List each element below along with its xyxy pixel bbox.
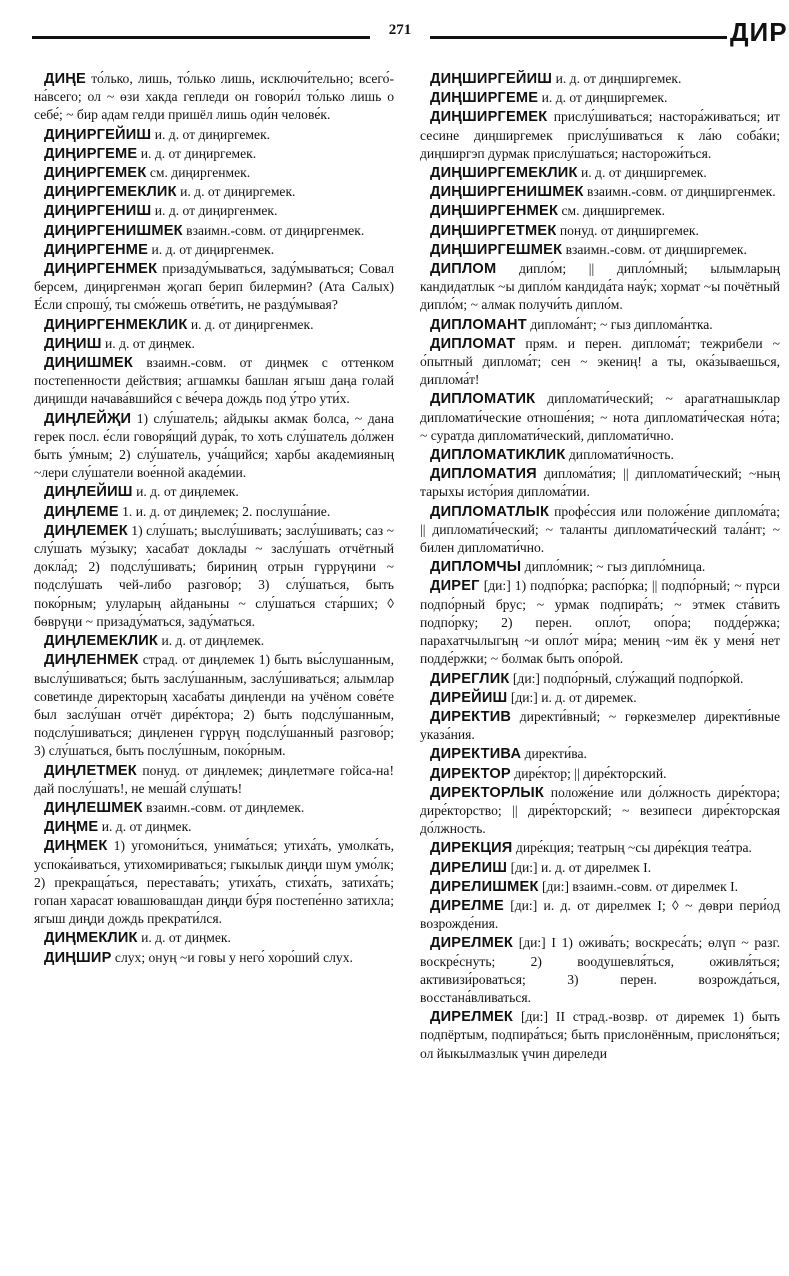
entry-headword: ДИРЕЙИШ bbox=[430, 689, 508, 706]
dictionary-entry bbox=[34, 241, 394, 259]
entry-headword: ДИҢИРГЕЙИШ bbox=[44, 126, 152, 143]
entry-headword: ДИРЕЛМЕ bbox=[430, 897, 504, 914]
dictionary-entry bbox=[420, 503, 780, 558]
entry-headword: ДИҢШИРГЕМЕ bbox=[430, 90, 539, 107]
entry-headword: ДИҢЛЕТМЕК bbox=[44, 762, 137, 779]
entry-headword: ДИҢШИР bbox=[44, 949, 112, 966]
entry-definition: профе́ссия или положе́ние диплома́та; || дипломати́ческий; ~ таланты дипломати́ческий тала́нт; ~ билен дипломати́чно. bbox=[420, 503, 780, 556]
entry-definition: дире́кция; театрың ~сы дире́кция теа́тра. bbox=[515, 840, 752, 856]
entry-headword: ДИПЛОМАНТ bbox=[430, 316, 527, 333]
dictionary-entry bbox=[420, 202, 780, 220]
dictionary-entry bbox=[420, 70, 780, 88]
entry-definition: [ди:] и. д. от дирелмек I; ◊ ~ дөври пери́од возрожде́ния. bbox=[420, 897, 780, 932]
entry-headword: ДИҢЛЕЙИШ bbox=[44, 484, 133, 501]
entry-definition: дипломати́чность. bbox=[568, 447, 674, 463]
entry-headword: ДИҢШИРГЕМЕКЛИК bbox=[430, 165, 578, 182]
entry-headword: ДИРЕКТИВА bbox=[430, 746, 522, 763]
entry-definition: дипло́мник; ~ гыз дипло́мница. bbox=[524, 559, 706, 575]
entry-definition: дире́ктор; || дире́кторский. bbox=[514, 765, 667, 781]
dictionary-entry bbox=[34, 183, 394, 201]
dictionary-entry bbox=[420, 164, 780, 182]
entry-definition: [ди:] взаимн.-совм. от дирелмек I. bbox=[541, 878, 739, 894]
entry-headword: ДИҢИРГЕНИШМЕК bbox=[44, 222, 183, 239]
dictionary-entry bbox=[34, 410, 394, 483]
entry-definition: диплома́тия; || дипломати́ческий; ~ның тарыхы исто́рия диплома́тии. bbox=[420, 466, 780, 500]
entry-definition: дипломати́ческий; ~ арагатнашыклар дипломати́ческие отноше́ния; ~ нота дипломати́ческая но́та; ~ суратда дипломати́ческий, дипломати́чно. bbox=[420, 391, 780, 443]
entry-definition: [ди:] II страд.-возвр. от диремек 1) быть подпёртым, подпира́ться; быть прислонённым, прислоня́ться; ол йыкылмазлык үчин диреледи bbox=[420, 1009, 780, 1061]
entry-definition: директи́вный; ~ гөркезмелер директи́вные указа́ния. bbox=[420, 708, 780, 743]
dictionary-entry bbox=[34, 70, 394, 125]
dictionary-entry bbox=[34, 632, 394, 650]
dictionary-entry bbox=[34, 260, 394, 315]
entry-headword: ДИҢЛЕМЕК bbox=[44, 522, 128, 539]
entry-headword: ДИРЕЛИШМЕК bbox=[430, 878, 539, 895]
dictionary-entry bbox=[420, 878, 780, 896]
entry-definition: и. д. от диңиргенмек. bbox=[151, 241, 275, 257]
entry-definition: см. диңширгемек. bbox=[561, 203, 665, 219]
entry-headword: ДИРЕКЦИЯ bbox=[430, 840, 513, 857]
entry-definition: взаимн.-совм. от диңмек с оттенком постепенности действия; агшамкы башлан ягыш даңа голай диңишди начава́вшийся с ве́чера дождь под у́тро ути́х. bbox=[34, 355, 394, 407]
entry-definition: и. д. от диңмек. bbox=[101, 819, 192, 835]
entry-definition: и. д. от диңширгемек. bbox=[580, 165, 707, 181]
dictionary-entry bbox=[420, 765, 780, 783]
right-column bbox=[420, 70, 780, 1270]
entry-headword: ДИҢИРГЕНМЕК bbox=[44, 261, 158, 278]
entry-definition: и. д. от диңиргенмек. bbox=[154, 203, 278, 219]
entry-definition: и. д. от диңлемек. bbox=[161, 633, 265, 649]
entry-definition: 1) угомони́ться, унима́ться; утиха́ть, умолка́ть, успока́иваться, утихомириваться; гыкылык диңди шум умо́лк; 2) прекраща́ться, перестава́ть; утиха́ть, стиха́ть, затиха́ть; гопан харасат ювашювашдан диңди бу́ря постепе́нно затихла; ягыш диңди дождь прекрати́лся. bbox=[34, 838, 394, 927]
entry-definition: взаимн.-совм. от диңиргенмек. bbox=[186, 222, 365, 238]
entry-headword: ДИҢИРГЕНМЕ bbox=[44, 241, 149, 258]
dictionary-entry bbox=[420, 260, 780, 315]
dictionary-entry bbox=[420, 745, 780, 763]
entry-definition: и. д. от диңширгемек. bbox=[541, 90, 668, 106]
header-rule-left bbox=[32, 36, 370, 39]
entry-headword: ДИҢМЕКЛИК bbox=[44, 930, 138, 947]
entry-definition: и. д. от диңширгемек. bbox=[555, 71, 682, 86]
dictionary-entry bbox=[420, 784, 780, 839]
entry-headword: ДИҢИШ bbox=[44, 335, 102, 352]
header-rule-right bbox=[430, 36, 727, 39]
entry-headword: ДИҢИРГЕМЕ bbox=[44, 145, 138, 162]
dictionary-entry bbox=[34, 335, 394, 353]
entry-definition: прислу́шиваться; настора́живаться; ит сесине диңширгемек прислу́шиваться к ла́ю соба́ки; диңширгэп дурмак прислу́шаться; насторожи́ться. bbox=[420, 109, 780, 161]
entry-headword: ДИҢИРГЕНИШ bbox=[44, 203, 152, 220]
dictionary-entry bbox=[34, 164, 394, 182]
dictionary-entry bbox=[34, 651, 394, 760]
dictionary-entry bbox=[34, 762, 394, 798]
entry-definition: взаимн.-совм. от диңширгемек. bbox=[565, 241, 747, 257]
entry-definition: прям. и перен. диплома́т; тежрибели ~ о́пытный диплома́т; сен ~ экениң! а ты, ока́зываешься, диплома́т! bbox=[420, 335, 780, 388]
entry-headword: ДИРЕГЛИК bbox=[430, 670, 510, 687]
entry-definition: [ди:] 1) подпо́рка; распо́рка; || подпо́рный; ~ пүрси подпо́рный брус; ~ урмак подпира́ть; ~ этмек ста́вить подпо́рку; 2) перен. опло́т, опо́ра; подде́ржка; парахатчылыгың ~и опло́т ми́ра; мениң ~им ёк у меня́ нет подде́ржки; ~ болмак быть опо́рой. bbox=[420, 578, 780, 667]
entry-definition: призаду́мываться, заду́мываться; Совал берсем, диңиргенмән җогап берип билермин? (Ата Салых) Е́сли спрошу́, ты смо́жешь отве́тить, не разду́мывая? bbox=[34, 261, 394, 313]
dictionary-entry bbox=[420, 689, 780, 707]
entry-headword: ДИПЛОМАТИЯ bbox=[430, 466, 537, 483]
entry-definition: 1. и. д. от диңлемек; 2. послуша́ние. bbox=[122, 503, 331, 519]
dictionary-entry bbox=[34, 145, 394, 163]
entry-definition: понуд. от диңширгемек. bbox=[559, 222, 699, 238]
entry-headword: ДИҢМЕК bbox=[44, 838, 108, 855]
dictionary-entry bbox=[420, 859, 780, 877]
entry-definition: [ди:] и. д. от диремек. bbox=[510, 689, 637, 705]
dictionary-entry bbox=[34, 222, 394, 240]
entry-headword: ДИҢШИРГЕШМЕК bbox=[430, 241, 563, 258]
dictionary-entry bbox=[34, 202, 394, 220]
entry-headword: ДИПЛОМЧЫ bbox=[430, 559, 522, 576]
entry-definition: см. диңиргенмек. bbox=[149, 165, 251, 181]
dictionary-entry bbox=[420, 577, 780, 668]
entry-definition: страд. от диңлемек 1) быть вы́слушанным, выслу́шиваться; быть заслу́шанным, заслу́шиваться; алымлар советинде директорың хасабаты диңленди на учёном сове́те был заслу́шан отчёт дире́ктора; 2) быть подслу́шанным, подслу́шиваться; диңленен гүррүң подслу́шанный разгово́р; 3) слу́шаться, быть послу́шным, поко́рным. bbox=[34, 652, 394, 759]
entry-headword: ДИРЕЛИШ bbox=[430, 859, 508, 876]
entry-definition: и. д. от диңмек. bbox=[105, 335, 195, 351]
entry-headword: ДИРЕЛМЕК bbox=[430, 1009, 513, 1026]
entry-definition: и. д. от диңмек. bbox=[141, 930, 231, 946]
entry-headword: ДИҢЛЕЙҖИ bbox=[44, 410, 132, 427]
entry-headword: ДИҢИРГЕНМЕКЛИК bbox=[44, 316, 188, 333]
entry-headword: ДИҢШИРГЕЙИШ bbox=[430, 71, 553, 87]
dictionary-entry bbox=[420, 108, 780, 163]
dictionary-entry bbox=[420, 222, 780, 240]
entry-definition: взаимн.-совм. от диңширгенмек. bbox=[587, 184, 776, 200]
dictionary-entry bbox=[420, 390, 780, 445]
dictionary-entry bbox=[420, 708, 780, 744]
dictionary-entry bbox=[420, 934, 780, 1007]
entry-definition: положе́ние или до́лжность дире́ктора; дире́кторство; || дире́кторский; ~ везипеси дире́кторская до́лжность. bbox=[420, 784, 780, 837]
dictionary-entry bbox=[34, 483, 394, 501]
entry-headword: ДИҢЛЕМЕКЛИК bbox=[44, 633, 159, 650]
dictionary-entry bbox=[420, 241, 780, 259]
entry-definition: [ди:] подпо́рный, слу́жащий подпо́ркой. bbox=[512, 670, 744, 686]
dictionary-entry bbox=[420, 183, 780, 201]
entry-headword: ДИҢШИРГЕНИШМЕК bbox=[430, 184, 584, 201]
page-header bbox=[0, 14, 789, 48]
entry-headword: ДИҢШИРГЕТМЕК bbox=[430, 222, 557, 239]
dictionary-entry bbox=[420, 670, 780, 688]
dictionary-entry bbox=[34, 929, 394, 947]
entry-definition: дипло́м; || дипло́мный; ылымларың кандидатлык ~ы дипло́м кандида́та нау́к; хормат ~ы почётный дипло́м; ~ алмак получи́ть дипло́м. bbox=[420, 261, 780, 313]
dictionary-entry bbox=[420, 89, 780, 107]
entry-definition: и. д. от диңиргемек. bbox=[154, 126, 271, 142]
entry-headword: ДИПЛОМАТЛЫК bbox=[430, 503, 550, 520]
entry-headword: ДИПЛОМАТИК bbox=[430, 391, 536, 408]
dictionary-entry bbox=[34, 126, 394, 144]
entry-headword: ДИҢИШМЕК bbox=[44, 355, 133, 372]
dictionary-entry bbox=[34, 522, 394, 631]
entry-headword: ДИҢШИРГЕМЕК bbox=[430, 109, 548, 126]
entry-headword: ДИРЕЛМЕК bbox=[430, 935, 513, 952]
entry-headword: ДИҢЛЕМЕ bbox=[44, 503, 119, 520]
page-number: 271 bbox=[388, 22, 412, 38]
entry-headword: ДИПЛОМАТИКЛИК bbox=[430, 447, 566, 464]
entry-headword: ДИПЛОМ bbox=[430, 261, 497, 278]
dictionary-entry bbox=[34, 818, 394, 836]
entry-definition: слух; онуң ~и говы у него́ хоро́ший слух. bbox=[114, 949, 353, 965]
entry-definition: и. д. от диңиргемек. bbox=[140, 145, 257, 161]
running-head: ДИР bbox=[730, 17, 788, 47]
dictionary-entry bbox=[34, 949, 394, 967]
entry-definition: диплома́нт; ~ гыз диплома́нтка. bbox=[530, 316, 713, 332]
entry-definition: взаимн.-совм. от диңлемек. bbox=[146, 799, 305, 815]
entry-headword: ДИПЛОМАТ bbox=[430, 335, 516, 352]
entry-definition: [ди:] и. д. от дирелмек I. bbox=[510, 859, 652, 875]
dictionary-entry bbox=[420, 316, 780, 334]
dictionary-entry bbox=[34, 354, 394, 409]
dictionary-entry bbox=[34, 837, 394, 928]
dictionary-entry bbox=[420, 839, 780, 857]
entry-headword: ДИҢИРГЕМЕКЛИК bbox=[44, 184, 177, 201]
entry-headword: ДИҢЛЕШМЕК bbox=[44, 799, 143, 816]
dictionary-entry bbox=[34, 503, 394, 521]
dictionary-entry bbox=[34, 316, 394, 334]
entry-headword: ДИРЕКТОРЛЫК bbox=[430, 784, 544, 801]
entry-definition: то́лько, лишь, то́лько лишь, исключи́тельно; всего́-на́всего; ол ~ өзи хакда гепледи он говори́л то́лько лишь о себе́; ~ бир адам гелди пришёл лишь оди́н челове́к. bbox=[34, 71, 394, 123]
entry-headword: ДИҢИРГЕМЕК bbox=[44, 165, 147, 182]
entry-headword: ДИРЕКТОР bbox=[430, 765, 511, 782]
entry-headword: ДИРЕКТИВ bbox=[430, 708, 512, 725]
entry-definition: 1) слу́шать; выслу́шивать; заслу́шивать; саз ~ слу́шать му́зыку; хасабат доклады ~ заслу́шать отчётный докла́д; 2) подслу́шивать; бириниң отрын гүррүңини ~ подслу́шать чей-либо разгово́р; 3) слу́шаться, быть поко́рным; улуларың айданыны ~ слу́шаться ста́рших; ◊ бөврүңи ~ призаду́маться, заду́маться. bbox=[34, 522, 394, 629]
entry-definition: понуд. от диңлемек; диңлетмәге гойса-на! дай послу́шать!, не меша́й слу́шать! bbox=[34, 762, 394, 796]
entry-definition: и. д. от диңиргемек. bbox=[180, 184, 296, 200]
dictionary-entry bbox=[420, 1008, 780, 1063]
entry-definition: и. д. от диңлемек. bbox=[136, 484, 239, 500]
entry-headword: ДИҢМЕ bbox=[44, 819, 99, 836]
dictionary-entry bbox=[420, 897, 780, 933]
entry-headword: ДИҢЛЕНМЕК bbox=[44, 652, 139, 669]
entry-headword: ДИҢШИРГЕНМЕК bbox=[430, 203, 559, 220]
dictionary-entry bbox=[420, 558, 780, 576]
entry-definition: [ди:] I 1) ожива́ть; воскреса́ть; өлүп ~ разг. воскре́снуть; 2) воодушевля́ться, оживля́ться; активизи́роваться; 3) перен. возрожда́ться, восстана́вливаться. bbox=[420, 935, 780, 1005]
left-column bbox=[34, 70, 394, 1270]
entry-definition: директи́ва. bbox=[524, 746, 587, 762]
entry-headword: ДИРЕГ bbox=[430, 578, 480, 595]
entry-definition: 1) слу́шатель; айдыкы акмак болса, ~ дана герек посл. е́сли говоря́щий дура́к, то хоть слу́шатель до́лжен быть у́мным; 2) слу́шатель, уча́щийся; харбы академияның ~лери слу́шатели вое́нной акаде́мии. bbox=[34, 410, 394, 481]
dictionary-entry bbox=[420, 465, 780, 501]
dictionary-entry bbox=[420, 335, 780, 390]
entry-headword: ДИҢЕ bbox=[44, 71, 86, 87]
dictionary-entry bbox=[420, 446, 780, 464]
dictionary-entry bbox=[34, 799, 394, 817]
entry-definition: и. д. от диңиргенмек. bbox=[190, 316, 314, 332]
